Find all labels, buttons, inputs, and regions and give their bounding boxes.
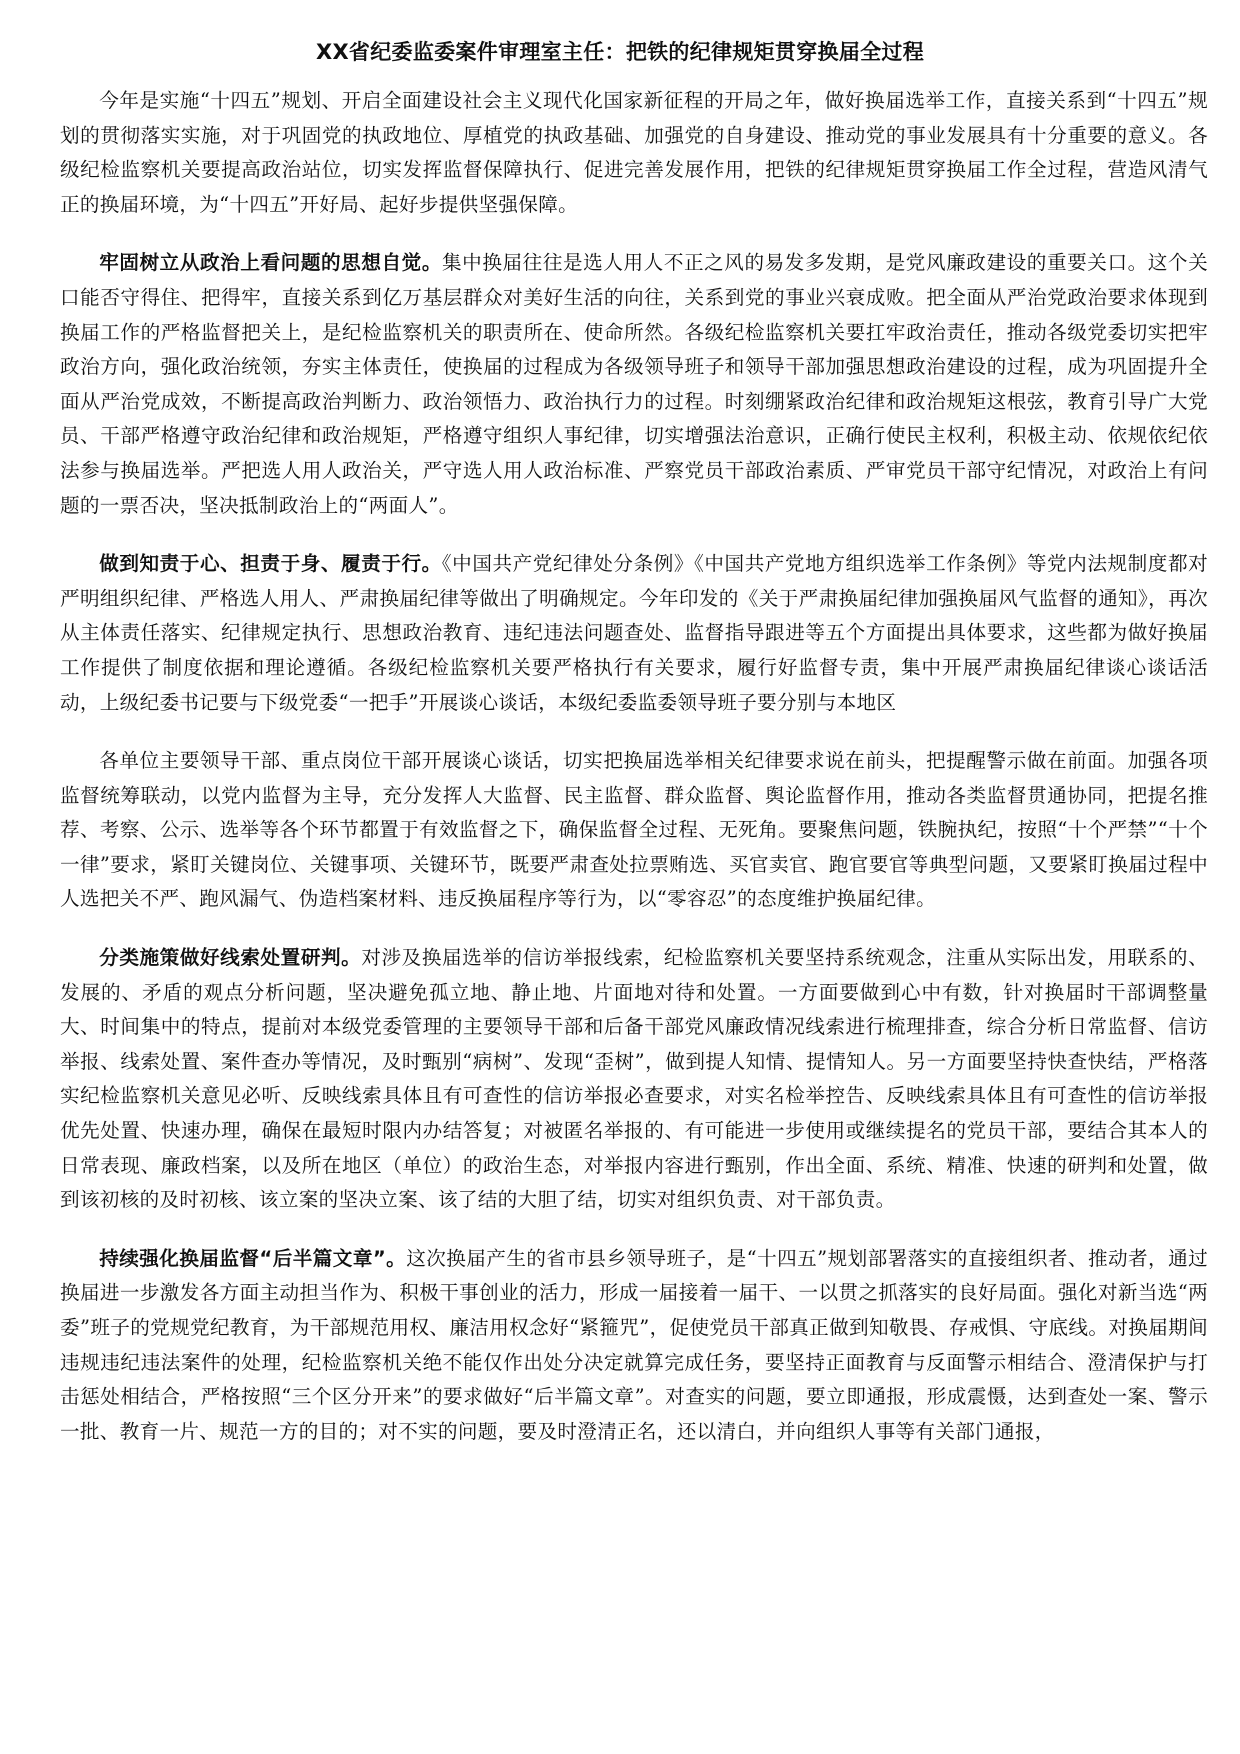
paragraph-text: 各单位主要领导干部、重点岗位干部开展谈心谈话，切实把换届选举相关纪律要求说在前头，把提醒警示做在前面。加强各项监督统筹联动，以党内监督为主导，充分发挥人大监督、民主监督、群众监督、舆论监督作用，推动各类监督贯通协同，把提名推荐、考察、公示、选举等各个环节都置于有效监督之下，确保监督全过程、无死角。要聚焦问题，铁腕执纪，按照“十个严禁”“十个一律”要求，紧盯关键岗位、关键事项、关键环节，既要严肃查处拉票贿选、买官卖官、跑官要官等典型问题，又要紧盯换届过程中人选把关不严、跑风漏气、伪造档案材料、违反换届程序等行为，以“零容忍”的态度维护换届纪律。: [60, 749, 1208, 911]
paragraph-intro: [60, 84, 1208, 222]
paragraph-text: 这次换届产生的省市县乡领导班子，是“十四五”规划部署落实的直接组织者、推动者，通过换届进一步激发各方面主动担当作为、积极干事创业的活力，形成一届接着一届干、一以贯之抓落实的良好局面。强化对新当选“两委”班子的党规党纪教育，为干部规范用权、廉洁用权念好“紧箍咒”，促使党员干部真正做到知敬畏、存戒惧、守底线。对换届期间违规违纪违法案件的处理，纪检监察机关绝不能仅作出处分决定就算完成任务，要坚持正面教育与反面警示相结合、澄清保护与打击惩处相结合，严格按照“三个区分开来”的要求做好“后半篇文章”。对查实的问题，要立即通报，形成震慑，达到查处一案、警示一批、教育一片、规范一方的目的；对不实的问题，要及时澄清正名，还以清白，并向组织人事等有关部门通报，: [60, 1246, 1208, 1443]
paragraph-text: 集中换届往往是选人用人不正之风的易发多发期，是党风廉政建设的重要关口。这个关口能否守得住、把得牢，直接关系到亿万基层群众对美好生活的向往，关系到党的事业兴衰成败。把全面从严治党政治要求体现到换届工作的严格监督把关上，是纪检监察机关的职责所在、使命所然。各级纪检监察机关要扛牢政治责任，推动各级党委切实把牢政治方向，强化政治统领，夯实主体责任，使换届的过程成为各级领导班子和领导干部加强思想政治建设的过程，成为巩固提升全面从严治党成效，不断提高政治判断力、政治领悟力、政治执行力的过程。时刻绷紧政治纪律和政治规矩这根弦，教育引导广大党员、干部严格遵守政治纪律和政治规矩，严格遵守组织人事纪律，切实增强法治意识，正确行使民主权利，积极主动、依规依纪依法参与换届选举。严把选人用人政治关，严守选人用人政治标准、严察党员干部政治素质、严审党员干部守纪情况，对政治上有问题的一票否决，坚决抵制政治上的“两面人”。: [60, 251, 1208, 517]
paragraph-clue-handling: [60, 941, 1208, 1218]
paragraph-text: 对涉及换届选举的信访举报线索，纪检监察机关要坚持系统观念，注重从实际出发，用联系的、发展的、矛盾的观点分析问题，坚决避免孤立地、静止地、片面地对待和处置。一方面要做到心中有数，针对换届时干部调整量大、时间集中的特点，提前对本级党委管理的主要领导干部和后备干部党风廉政情况线索进行梳理排查，综合分析日常监督、信访举报、线索处置、案件查办等情况，及时甄别“病树”、发现“歪树”，做到提人知情、提情知人。另一方面要坚持快查快结，严格落实纪检监察机关意见必听、反映线索具体且有可查性的信访举报必查要求，对实名检举控告、反映线索具体且有可查性的信访举报优先处置、快速办理，确保在最短时限内办结答复；对被匿名举报的、有可能进一步使用或继续提名的党员干部，要结合其本人的日常表现、廉政档案，以及所在地区（单位）的政治生态，对举报内容进行甄别，作出全面、系统、精准、快速的研判和处置，做到该初核的及时初核、该立案的坚决立案、该了结的大胆了结，切实对组织负责、对干部负责。: [60, 946, 1208, 1212]
paragraph-lead: 分类施策做好线索处置研判。: [99, 946, 362, 970]
paragraph-lead: 做到知责于心、担责于身、履责于行。: [99, 552, 442, 576]
document-title: XX省纪委监委案件审理室主任：把铁的纪律规矩贯穿换届全过程: [315, 40, 925, 64]
paragraph-text: 《中国共产党纪律处分条例》《中国共产党地方组织选举工作条例》等党内法规制度都对严明组织纪律、严格选人用人、严肃换届纪律等做出了明确规定。今年印发的《关于严肃换届纪律加强换届风气监督的通知》，再次从主体责任落实、纪律规定执行、思想政治教育、违纪违法问题查处、监督指导跟进等五个方面提出具体要求，这些都为做好换届工作提供了制度依据和理论遵循。各级纪检监察机关要严格执行有关要求，履行好监督专责，集中开展严肃换届纪律谈心谈话活动，上级纪委书记要与下级党委“一把手”开展谈心谈话，本级纪委监委领导班子要分别与本地区: [60, 552, 1208, 714]
paragraph-supervision: [60, 744, 1208, 917]
paragraph-lead: 牢固树立从政治上看问题的思想自觉。: [99, 251, 442, 275]
paragraph-lead: 持续强化换届监督“后半篇文章”。: [99, 1246, 407, 1270]
paragraph-political-awareness: [60, 246, 1208, 523]
document-body: [60, 84, 1208, 1473]
paragraph-follow-up: [60, 1242, 1208, 1450]
paragraph-responsibility: [60, 547, 1208, 720]
paragraph-text: 今年是实施“十四五”规划、开启全面建设社会主义现代化国家新征程的开局之年，做好换届选举工作，直接关系到“十四五”规划的贯彻落实实施，对于巩固党的执政地位、厚植党的执政基础、加强党的自身建设、推动党的事业发展具有十分重要的意义。各级纪检监察机关要提高政治站位，切实发挥监督保障执行、促进完善发展作用，把铁的纪律规矩贯穿换届工作全过程，营造风清气正的换届环境，为“十四五”开好局、起好步提供坚强保障。: [60, 89, 1208, 216]
